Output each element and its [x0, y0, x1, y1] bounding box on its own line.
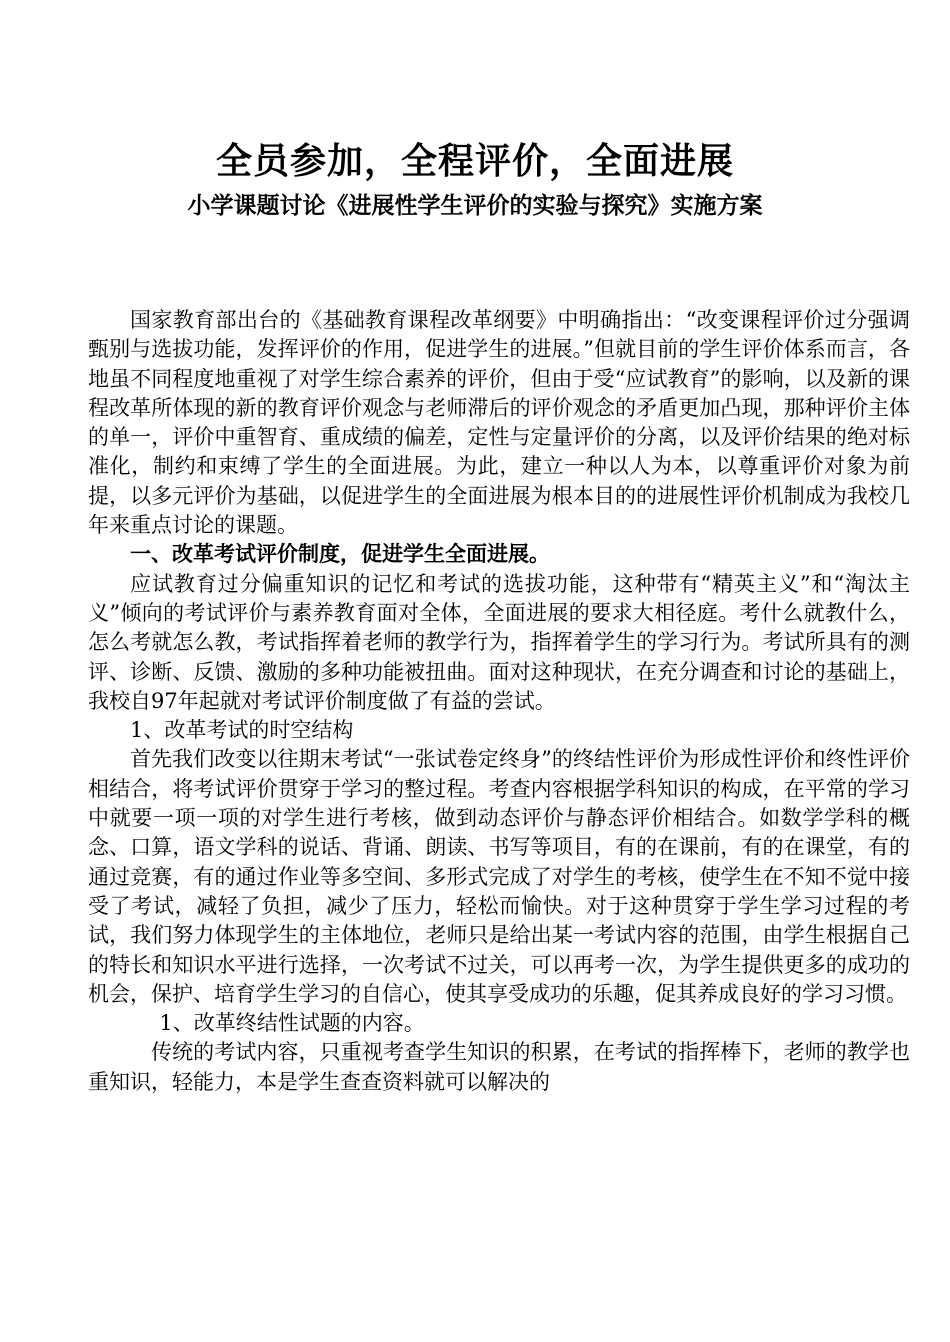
body-paragraph: 应试教育过分偏重知识的记忆和考试的选拔功能，这种带有“精英主义”和“淘汰主义”倾向的考试评价与素养教育面对全体，全面进展的要求大相径庭。考什么就教什么，怎么考就怎么教，考试指挥着老师的教学行为，指挥着学生的学习行为。考试所具有的测评、诊断、反馈、激励的多种功能被扭曲。面对这种现状，在充分调查和讨论的基础上，我校自97年起就对考试评价制度做了有益的尝试。: [88, 571, 910, 713]
intro-paragraph: 国家教育部出台的《基础教育课程改革纲要》中明确指出：“改变课程评价过分强调甄别与选拔功能，发挥评价的作用，促进学生的进展。”但就目前的学生评价体系而言，各地虽不同程度地重视了对学生综合素养的评价，但由于受“应试教育”的影响，以及新的课程改革所体现的新的教育评价观念与老师滞后的评价观念的矛盾更加凸现，那种评价主体的单一，评价中重智育、重成绩的偏差，定性与定量评价的分离，以及评价结果的绝对标准化，制约和束缚了学生的全面进展。为此，建立一种以人为本，以尊重评价对象为前提，以多元评价为基础，以促进学生的全面进展为根本目的的进展性评价机制成为我校几年来重点讨论的课题。: [88, 308, 910, 538]
subsection-heading: 1、改革考试的时空结构: [130, 718, 354, 743]
body-paragraph: 传统的考试内容，只重视考查学生知识的积累，在考试的指挥棒下，老师的教学也重知识，轻能力，本是学生查查资料就可以解决的: [88, 1040, 910, 1094]
section-heading: 一、改革考试评价制度，促进学生全面进展。: [130, 542, 550, 567]
document-subtitle: 小学课题讨论《进展性学生评价的实验与探究》实施方案: [187, 193, 763, 219]
document-body: [88, 306, 910, 1097]
document-title: 全员参加，全程评价，全面进展: [215, 141, 734, 182]
subsection-heading: 1、改革终结性试题的内容。: [159, 1011, 425, 1036]
body-paragraph: 首先我们改变以往期末考试“一张试卷定终身”的终结性评价为形成性评价和终性评价相结合，将考试评价贯穿于学习的整过程。考查内容根据学科知识的构成，在平常的学习中就要一项一项的对学生进行考核，做到动态评价与静态评价相结合。如数学学科的概念、口算，语文学科的说话、背诵、朗读、书写等项目，有的在课前，有的在课堂，有的通过竞赛，有的通过作业等多空间、多形式完成了对学生的考核，使学生在不知不觉中接受了考试，减轻了负担，减少了压力，轻松而愉快。对于这种贯穿于学生学习过程的考试，我们努力体现学生的主体地位，老师只是给出某一考试内容的范围，由学生根据自己的特长和知识水平进行选择，一次考试不过关，可以再考一次，为学生提供更多的成功的机会，保护、培育学生学习的自信心，使其享受成功的乐趣，促其养成良好的学习习惯。: [88, 747, 910, 1006]
